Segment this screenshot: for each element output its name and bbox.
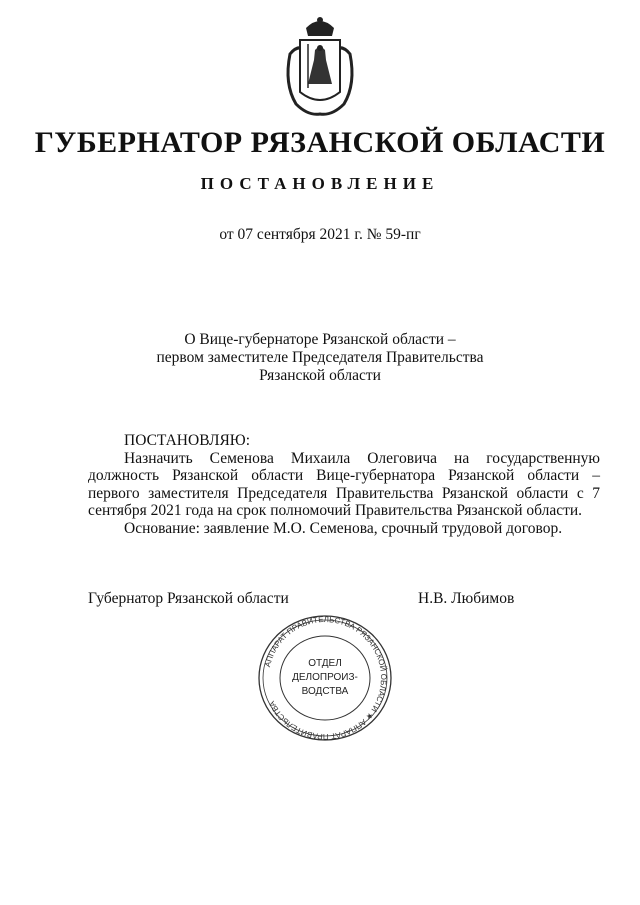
office-stamp bbox=[255, 614, 395, 742]
stamp-line: ДЕЛОПРОИЗ- bbox=[292, 672, 358, 683]
signatory-position: Губернатор Рязанской области bbox=[88, 590, 289, 607]
body-paragraph: Назначить Семенова Михаила Олеговича на государственную должность Рязанской области Вице-губернатора Рязанской области – первого заместителя Председателя Правительства Рязанской области с 7 сентября 2021 года на срок полномочий Правительства Рязанской области. bbox=[88, 449, 600, 520]
subject-line: первом заместителе Председателя Правительства bbox=[156, 349, 484, 366]
document-title: ГУБЕРНАТОР РЯЗАНСКОЙ ОБЛАСТИ bbox=[34, 126, 606, 159]
body-paragraph: Основание: заявление М.О. Семенова, срочный трудовой договор. bbox=[124, 519, 563, 537]
document-type: ПОСТАНОВЛЕНИЕ bbox=[200, 174, 440, 193]
svg-text:АППАРАТ ПРАВИТЕЛЬСТВА РЯЗАНСКО: АППАРАТ ПРАВИТЕЛЬСТВА РЯЗАНСКОЙ ОБЛАСТИ ★ АППАРАТ ПРАВИТЕЛЬСТВА bbox=[263, 614, 389, 742]
document-body bbox=[88, 432, 600, 538]
coat-of-arms-emblem bbox=[282, 14, 358, 118]
stamp-center-text bbox=[255, 657, 395, 699]
document-subject bbox=[0, 331, 640, 385]
stamp-line: ВОДСТВА bbox=[301, 686, 349, 697]
document-date-number: от 07 сентября 2021 г. № 59-пг bbox=[219, 226, 421, 243]
decree-word: ПОСТАНОВЛЯЮ: bbox=[124, 432, 251, 449]
subject-line: Рязанской области bbox=[259, 367, 381, 384]
stamp-line: ОТДЕЛ bbox=[308, 658, 342, 669]
subject-line: О Вице-губернаторе Рязанской области – bbox=[184, 331, 456, 348]
signatory-name: Н.В. Любимов bbox=[418, 590, 515, 607]
